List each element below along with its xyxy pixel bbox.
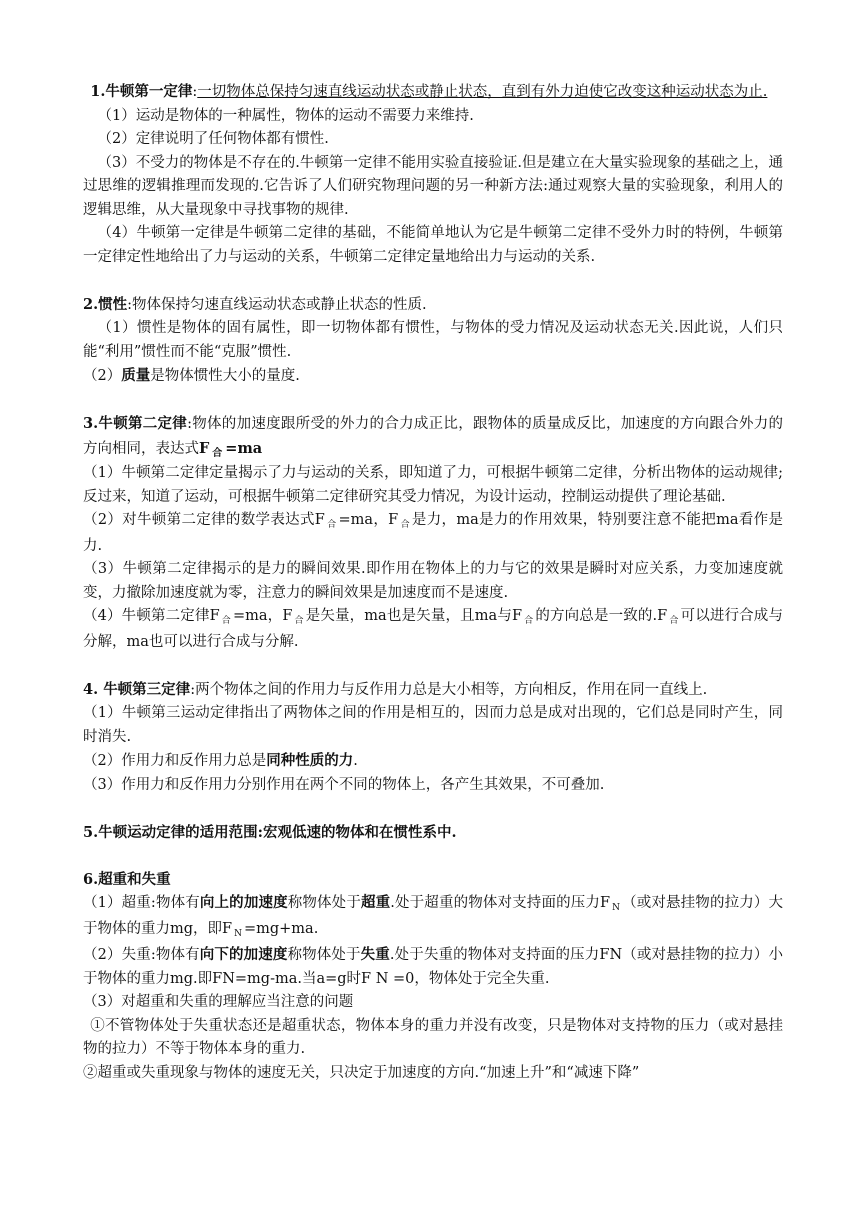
formula-eq: =ma xyxy=(225,439,263,457)
paragraph: ②超重或失重现象与物体的速度无关，只决定于加速度的方向.“加速上升”和“减速下降” xyxy=(83,1064,640,1081)
text: .处于超重的物体对支持面的压力F xyxy=(390,895,611,911)
paragraph-text: 是物体惯性大小的量度. xyxy=(150,368,300,384)
section-scope xyxy=(83,821,783,845)
section-title: 牛顿第一定律 xyxy=(105,83,193,100)
subscript: 合 xyxy=(326,520,337,530)
paragraph: （1）牛顿第二定律定量揭示了力与运动的关系，即知道了力，可根据牛顿第二定律，分析出物体的运动规律;反过来，知道了运动，可根据牛顿第二定律研究其受力情况，为设计运动，控制运动提供了理论基础. xyxy=(83,465,783,505)
paragraph: （1）牛顿第三运动定律指出了两物体之间的作用是相互的，因而力总是成对出现的，它们总是同时产生，同时消失. xyxy=(83,705,783,745)
definition-text: :物体保持匀速直线运动状态或静止状态的性质. xyxy=(127,296,427,313)
bold-term: 失重 xyxy=(360,946,390,963)
section-number: 1. xyxy=(90,83,106,100)
subscript: N xyxy=(612,903,620,913)
paragraph xyxy=(83,364,783,389)
text: （2）作用力和反作用力总是 xyxy=(83,753,267,769)
section-inertia xyxy=(83,293,783,389)
subscript: 合 xyxy=(221,616,231,626)
text: （4）牛顿第二定律F xyxy=(83,608,220,624)
definition-text: 一切物体总保持匀速直线运动状态或静止状态，直到有外力迫使它改变这种运动状态为止. xyxy=(197,84,768,100)
section-title: 牛顿第二定律 xyxy=(98,415,188,432)
subscript: 合 xyxy=(524,616,534,626)
section-heading-4 xyxy=(83,678,783,703)
text: =ma，F xyxy=(232,608,293,624)
text: （2）对牛顿第二定律的数学表达式F xyxy=(83,512,325,528)
text: =mg+ma. xyxy=(243,920,319,937)
bold-term: 同种性质的力 xyxy=(266,752,354,769)
section-newton-third-law xyxy=(83,678,783,798)
text: 是矢量，ma也是矢量，且ma与F xyxy=(305,608,523,624)
text: 的方向总是一致的.F xyxy=(535,608,668,624)
bold-term: 向上的加速度 xyxy=(199,894,288,911)
section-newton-first-law xyxy=(83,80,783,269)
bold-term: 超重 xyxy=(360,894,391,911)
section-heading-2 xyxy=(83,293,783,318)
text: 是力，ma是力的作用效果，特别要注意不能把ma看作是力. xyxy=(83,512,783,554)
text: （或对悬挂物的拉力）大于物体的重力mg，即F xyxy=(83,895,784,937)
text: 称物体处于 xyxy=(287,947,361,963)
section-number: 2. xyxy=(83,295,99,313)
paragraph: （1）运动是物体的一种属性，物体的运动不需要力来维持. xyxy=(97,107,474,124)
paragraph: （3）牛顿第二定律揭示的是力的瞬间效果.即作用在物体上的力与它的效果是瞬时对应关系，力变加速度就变，力撤除加速度就为零，注意力的瞬间效果是加速度而不是速度. xyxy=(83,561,783,601)
section-newton-second-law xyxy=(83,412,783,654)
paragraph: （3）不受力的物体是不存在的.牛顿第一定律不能用实验直接验证.但是建立在大量实验现象的基础之上，通过思维的逻辑推理而发现的.它告诉了人们研究物理问题的另一种新方法:通过观察大量的实验现象，利用人的逻辑思维，从大量现象中寻找事物的规律. xyxy=(83,154,783,218)
definition-text: :物体的加速度跟所受的外力的合力成正比，跟物体的质量成反比，加速度的方向跟合外力的方向相同，表达式 xyxy=(83,416,783,457)
paragraph-prefix: （2） xyxy=(83,368,122,384)
text: . xyxy=(353,753,358,769)
paragraph: （2）定律说明了任何物体都有惯性. xyxy=(97,131,329,147)
subscript: N xyxy=(234,928,242,939)
section-heading-6: 6.超重和失重 xyxy=(83,870,171,888)
subscript: 合 xyxy=(669,616,679,626)
paragraph xyxy=(83,749,783,774)
paragraph xyxy=(83,891,783,943)
paragraph xyxy=(83,943,783,991)
paragraph: （3）对超重和失重的理解应当注意的问题 xyxy=(83,994,354,1010)
bold-term: 质量 xyxy=(121,367,151,384)
section-heading-3 xyxy=(83,412,783,462)
text: 称物体处于 xyxy=(287,895,361,911)
section-number: 3. xyxy=(83,415,99,432)
subscript: 合 xyxy=(400,520,410,530)
bold-term: 向下的加速度 xyxy=(199,946,288,963)
section-overweight-weightless xyxy=(83,868,783,1086)
paragraph xyxy=(83,509,783,558)
paragraph: （1）惯性是物体的固有属性，即一切物体都有惯性，与物体的受力情况及运动状态无关.因此说，人们只能“利用”惯性而不能“克服”惯性. xyxy=(83,320,783,360)
paragraph: ①不管物体处于失重状态还是超重状态，物体本身的重力并没有改变，只是物体对支持物的压力（或对悬挂物的拉力）不等于物体本身的重力. xyxy=(83,1017,783,1057)
definition-text: :两个物体之间的作用力与反作用力总是大小相等，方向相反，作用在同一直线上. xyxy=(190,681,708,698)
paragraph xyxy=(83,605,783,654)
section-heading-5: 5.牛顿运动定律的适用范围:宏观低速的物体和在惯性系中. xyxy=(83,823,457,841)
text: （2）失重:物体有 xyxy=(83,947,200,963)
subscript: 合 xyxy=(294,616,304,626)
section-title: 牛顿第三定律 xyxy=(103,680,191,698)
formula-subscript: 合 xyxy=(212,447,223,459)
paragraph: （3）作用力和反作用力分别作用在两个不同的物体上，各产生其效果，不可叠加. xyxy=(83,776,605,793)
section-title: 惯性 xyxy=(98,295,128,313)
document-page xyxy=(83,80,783,1109)
section-heading-1 xyxy=(83,80,783,105)
text: .处于失重的物体对支持面的压力FN（或对悬挂物的拉力）小于物体的重力mg.即FN=mg-ma.当a=g时F N =0，物体处于完全失重. xyxy=(83,947,784,987)
section-number: 4. xyxy=(83,680,104,698)
text: （1）超重:物体有 xyxy=(83,895,200,911)
text: =ma，F xyxy=(338,512,399,528)
formula-f: F xyxy=(199,439,210,457)
paragraph: （4）牛顿第一定律是牛顿第二定律的基础，不能简单地认为它是牛顿第二定律不受外力时的特例，牛顿第一定律定性地给出了力与运动的关系，牛顿第二定律定量地给出力与运动的关系. xyxy=(83,225,783,265)
colon: : xyxy=(192,84,198,100)
text: 可以进行合成与分解，ma也可以进行合成与分解. xyxy=(83,608,783,650)
